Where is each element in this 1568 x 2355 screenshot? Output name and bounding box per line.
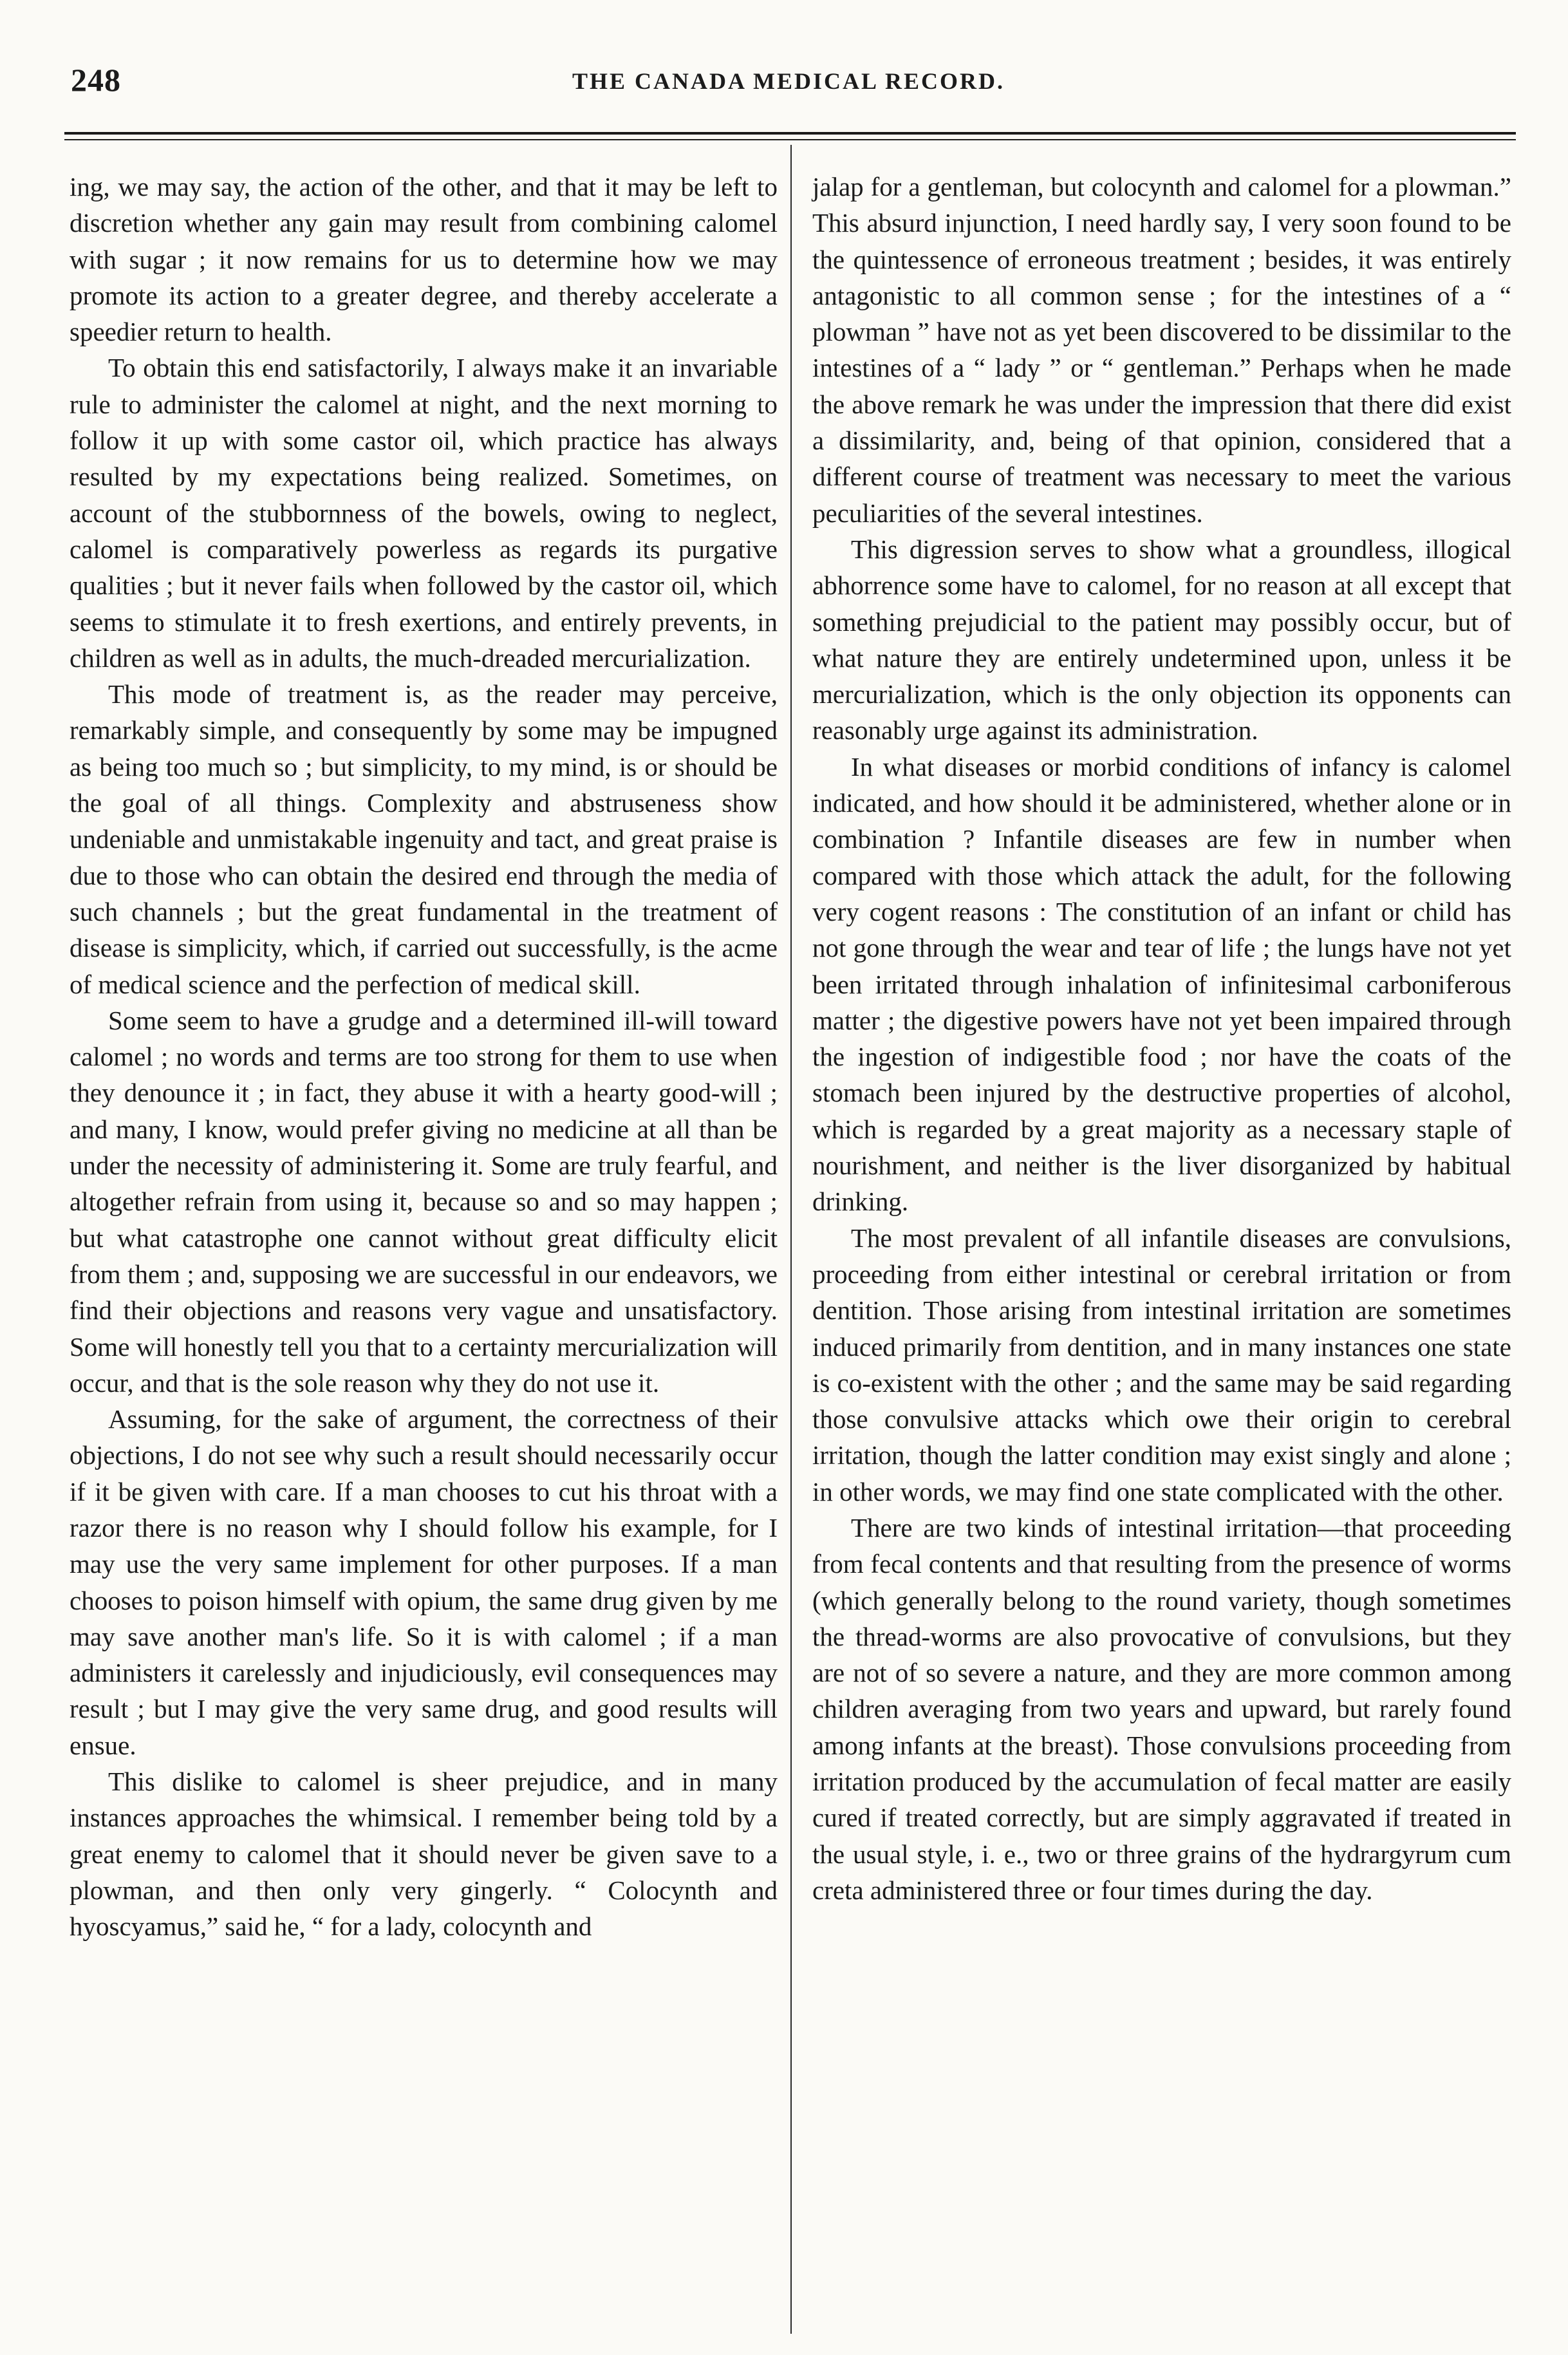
right-column [812,169,1511,1908]
paragraph: This digression serves to show what a groundless, illogical abhorrence some have to calomel, for no reason at all except that something prejudicial to the patient may possibly occur, but of what nature they are entirely undetermined upon, unless it be mercurialization, which is the only objection its opponents can reasonably urge against its administration. [812,534,1511,746]
paragraph: This mode of treatment is, as the reader may perceive, remarkably simple, and consequently by some may be impugned as being too much so ; but simplicity, to my mind, is or should be the goal of all things. Complexity and abstruseness show undeniable and unmistakable ingenuity and tact, and great praise is due to those who can obtain the desired end through the media of such channels ; but the great fundamental in the treatment of disease is simplicity, which, if carried out successfully, is the acme of medical science and the perfection of medical skill. [70,679,778,999]
paragraph: To obtain this end satisfactorily, I always make it an invariable rule to administer the calomel at night, and the next morning to follow it up with some castor oil, which practice has always resulted by my expectations being realized. Sometimes, on account of the stubbornness of the bowels, owing to neglect, calomel is comparatively powerless as regards its purgative qualities ; but it never fails when followed by the castor oil, which seems to stimulate it to fresh exertions, and entirely prevents, in children as well as in adults, the much-dreaded mercurialization. [70,353,778,673]
header-rule-thin [64,139,1516,140]
paragraph: Assuming, for the sake of argument, the correctness of their objections, I do not see why such a result should necessarily occur if it be given with care. If a man chooses to cut his throat with a razor there is no reason why I should follow his example, for I may use the very same implement for other purposes. If a man chooses to poison himself with opium, the same drug given by me may save another man's life. So it is with calomel ; if a man administers it carelessly and injudiciously, evil consequences may result ; but I may give the very same drug, and good results will ensue. [70,1404,778,1760]
paragraph: Some seem to have a grudge and a determined ill-will toward calomel ; no words and terms are too strong for them to use when they denounce it ; in fact, they abuse it with a hearty good-will ; and many, I know, would prefer giving no medicine at all than be under the necessity of administering it. Some are truly fearful, and altogether refrain from using it, because so and so may happen ; but what catastrophe one cannot without great difficulty elicit from them ; and, supposing we are successful in our endeavors, we find their objections and reasons very vague and unsatisfactory. Some will honestly tell you that to a certainty mercurialization will occur, and that is the sole reason why they do not use it. [70,1005,778,1398]
left-column [70,169,778,1945]
header-rule [64,132,1516,135]
page-number: 248 [71,62,121,98]
paragraph: The most prevalent of all infantile diseases are convulsions, proceeding from either intestinal or cerebral irritation or from dentition. Those arising from intestinal irritation are sometimes induced primarily from dentition, and in many instances one state is co-existent with the other ; and the same may be said regarding those convulsive attacks which owe their origin to cerebral irritation, though the latter condition may exist singly and alone ; in other words, we may find one state complicated with the other. [812,1223,1511,1506]
running-header [71,61,1506,106]
column-divider [790,145,792,2334]
paragraph: This dislike to calomel is sheer prejudice, and in many instances approaches the whimsical. I remember being told by a great enemy to calomel that it should never be given save to a plowman, and then only very gingerly. “ Colocynth and hyoscyamus,” said he, “ for a lady, colocynth and [70,1767,778,1942]
paragraph: ing, we may say, the action of the other, and that it may be left to discretion whether any gain may result from combining calomel with sugar ; it now remains for us to determine how we may promote its action to a greater degree, and thereby accelerate a speedier return to health. [70,172,778,347]
paragraph: There are two kinds of intestinal irritation—that proceeding from fecal contents and that resulting from the presence of worms (which generally belong to the round variety, though sometimes the thread-worms are also provocative of convulsions, but they are not of so severe a nature, and they are more common among children averaging from two years and upward, but rarely found among infants at the breast). Those convulsions proceeding from irritation produced by the accumulation of fecal matter are easily cured if treated correctly, but are simply aggravated if treated in the usual style, i. e., two or three grains of the hydrargyrum cum creta administered three or four times during the day. [812,1512,1511,1905]
running-title: THE CANADA MEDICAL RECORD. [572,68,1005,94]
paragraph: In what diseases or morbid conditions of infancy is calomel indicated, and how should it be administered, whether alone or in combination ? Infantile diseases are few in number when compared with those which attack the adult, for the following very cogent reasons : The constitution of an infant or child has not gone through the wear and tear of life ; the lungs have not yet been irritated through inhalation of infinitesimal carboniferous matter ; the digestive powers have not yet been impaired through the ingestion of indigestible food ; nor have the coats of the stomach been injured by the destructive properties of alcohol, which is regarded by a great majority as a necessary staple of nourishment, and neither is the liver disorganized by habitual drinking. [812,751,1511,1217]
paragraph: jalap for a gentleman, but colocynth and calomel for a plowman.” This absurd injunction, I need hardly say, I very soon found to be the quintessence of erroneous treatment ; besides, it was entirely antagonistic to all common sense ; for the intestines of a “ plowman ” have not as yet been discovered to be dissimilar to the intestines of a “ lady ” or “ gentleman.” Perhaps when he made the above remark he was under the impression that there did exist a dissimilarity, and, being of that opinion, considered that a different course of treatment was necessary to meet the various peculiarities of the several intestines. [812,172,1511,528]
